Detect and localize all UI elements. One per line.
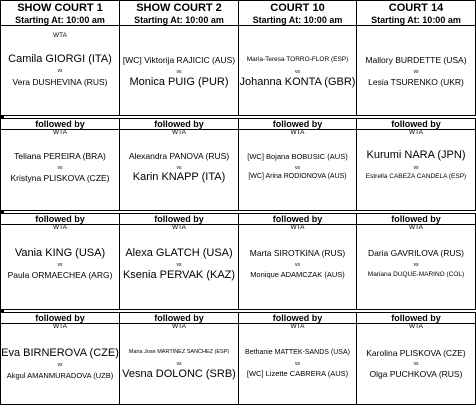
match-cell (238, 15, 357, 116)
player-1: [WC] Bojana BOBUSIC (AUS) (247, 152, 348, 161)
followed-by-band: followed by (357, 313, 475, 324)
followed-by-band: followed by (120, 214, 238, 225)
vs-label: vs (295, 262, 300, 268)
player-1: Vania KING (USA) (14, 247, 106, 259)
player-2: Monica PUIG (PUR) (129, 76, 229, 88)
followed-by-band: followed by (357, 214, 475, 225)
followed-by-band: followed by (120, 313, 238, 324)
match-cell (238, 214, 357, 312)
player-2: Mariana DUQUE-MARINO (COL) (367, 271, 465, 278)
tour-label: WTA (409, 323, 423, 330)
player-1: Camila GIORGI (ITA) (8, 53, 112, 65)
tour-label: WTA (53, 129, 67, 136)
header-show-court-2: SHOW COURT 2 (119, 0, 239, 16)
player-1: Daria GAVRILOVA (RUS) (367, 248, 465, 258)
vs-label: vs (57, 165, 63, 171)
match-cell (356, 214, 476, 312)
player-2: Vesna DOLONC (SRB) (122, 368, 236, 380)
followed-by-band: followed by (239, 119, 356, 130)
player-2: Akgul AMANMURADOVA (UZB) (6, 371, 114, 380)
vs-label: vs (176, 165, 182, 171)
player-2: Monique ADAMCZAK (AUS) (250, 270, 345, 279)
start-time-band: Starting At: 10:00 am (120, 15, 238, 26)
player-1: Teliana PEREIRA (BRA) (14, 151, 106, 161)
match-cell (0, 313, 120, 405)
player-2: Ksenia PERVAK (KAZ) (122, 269, 236, 281)
tour-label: WTA (290, 224, 305, 231)
followed-by-band: followed by (1, 313, 119, 324)
match-cell (119, 119, 239, 214)
tour-label: WTA (172, 224, 186, 231)
player-1: Karolina PLISKOVA (CZE) (366, 348, 466, 358)
followed-by-band: followed by (357, 119, 475, 130)
player-2: [WC] Lizette CABRERA (AUS) (246, 369, 349, 378)
player-2: Olga PUCHKOVA (RUS) (369, 369, 463, 379)
vs-label: vs (295, 69, 300, 75)
vs-label: vs (295, 361, 300, 367)
player-2: Vera DUSHEVINA (RUS) (12, 77, 108, 87)
tour-label: WTA (172, 129, 186, 136)
followed-by-band: followed by (1, 214, 119, 225)
tour-label: WTA (53, 224, 67, 231)
header-show-court-1: SHOW COURT 1 (0, 0, 120, 16)
vs-label: vs (413, 165, 419, 171)
vs-label: vs (176, 262, 182, 268)
match-cell (0, 119, 120, 214)
followed-by-band: followed by (120, 119, 238, 130)
vs-label: vs (413, 361, 419, 367)
vs-label: vs (295, 165, 300, 171)
player-1: Kurumi NARA (JPN) (366, 149, 466, 161)
start-time-band: Starting At: 10:00 am (239, 15, 356, 26)
tour-label: WTA (53, 32, 67, 39)
match-cell (238, 313, 357, 405)
tour-label: WTA (409, 224, 423, 231)
player-1: Eva BIRNEROVA (CZE) (1, 347, 119, 359)
match-cell (356, 313, 476, 405)
followed-by-band: followed by (239, 313, 356, 324)
match-cell (119, 313, 239, 405)
tour-label: WTA (409, 129, 423, 136)
match-cell (356, 119, 476, 214)
match-cell (238, 119, 357, 214)
player-2: Karin KNAPP (ITA) (132, 171, 226, 183)
player-2: Kristyna PLISKOVA (CZE) (10, 173, 110, 183)
tour-label: WTA (53, 323, 67, 330)
match-cell (119, 214, 239, 312)
player-1: Bethanie MATTEK-SANDS (USA) (245, 349, 350, 356)
player-2: [WC] Arina RODIONOVA (AUS) (248, 173, 347, 180)
followed-by-band: followed by (1, 119, 119, 130)
player-2: Lesia TSURENKO (UKR) (368, 77, 464, 87)
player-1: [WC] Viktorija RAJICIC (AUS) (122, 55, 236, 65)
match-cell (119, 15, 239, 116)
player-2: Johanna KONTA (GBR) (239, 76, 356, 88)
match-cell (356, 15, 476, 116)
player-1: Maria Jose MARTINEZ SANCHEZ (ESP) (128, 349, 230, 355)
vs-label: vs (176, 361, 182, 367)
player-2: Paula ORMAECHEA (ARG) (7, 270, 113, 280)
header-court-10: COURT 10 (238, 0, 357, 16)
player-1: Marta SIROTKINA (RUS) (249, 248, 346, 258)
vs-label: vs (413, 69, 419, 75)
vs-label: vs (413, 262, 419, 268)
vs-label: vs (176, 69, 182, 75)
vs-label: vs (57, 262, 63, 268)
player-1: Maria-Teresa TORRO-FLOR (ESP) (246, 56, 349, 63)
player-1: Alexandra PANOVA (RUS) (128, 151, 230, 161)
tour-label: WTA (290, 129, 305, 136)
start-time-band: Starting At: 10:00 am (357, 15, 475, 26)
player-2: Estrella CABEZA CANDELA (ESP) (365, 173, 467, 180)
tour-label: WTA (172, 323, 186, 330)
match-cell (0, 15, 120, 116)
vs-label: vs (57, 362, 63, 368)
followed-by-band: followed by (239, 214, 356, 225)
player-1: Mallory BURDETTE (USA) (365, 55, 467, 65)
header-court-14: COURT 14 (356, 0, 476, 16)
player-1: Alexa GLATCH (USA) (125, 247, 233, 259)
match-cell (0, 214, 120, 312)
vs-label: vs (57, 68, 63, 74)
tour-label: WTA (290, 323, 305, 330)
start-time-band: Starting At: 10:00 am (1, 15, 119, 26)
